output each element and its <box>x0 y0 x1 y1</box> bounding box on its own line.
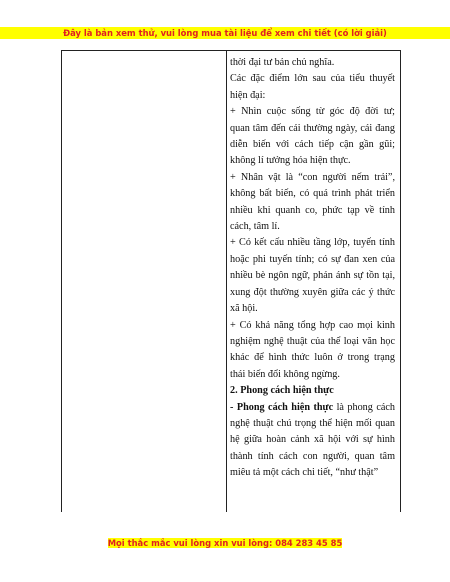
paragraph-point-2: + Nhân vật là “con người nếm trải”, không bất biến, có quá trình phát triển nhiều khi quanh co, phức tạp về tính cách, tâm lí. <box>230 171 395 233</box>
paragraph-definition <box>230 400 395 482</box>
definition-term: - Phong cách hiện thực <box>230 401 334 413</box>
paragraph-intro-line: thời đại tư bản chủ nghĩa. <box>230 57 335 68</box>
paragraph-features-intro: Các đặc điểm lớn sau của tiểu thuyết hiện đại: <box>230 73 395 101</box>
contact-banner-text: Mọi thắc mắc vui lòng xin vui lòng: 084 283 45 85 <box>107 538 343 548</box>
definition-text: là phong cách nghệ thuật chú trọng thể hiện mối quan hệ giữa hoàn cảnh xã hội với sự hình thành tính cách con người, quan tâm miêu tả một cách chi tiết, “như thật” <box>230 401 395 479</box>
table-cell-right <box>230 55 395 482</box>
paragraph-point-1: + Nhìn cuộc sống từ góc độ đời tư; quan tâm đến cái thường ngày, cái đang diễn biến với cách tiếp cận gần gũi; không lí tưởng hóa hiện thực. <box>230 106 395 167</box>
table-column-divider <box>226 50 227 512</box>
paragraph-point-4: + Có khả năng tổng hợp cao mọi kinh nghiệm nghệ thuật của thể loại văn học khác để hình thức luôn ở trong trạng thái biến đổi không ngừng. <box>230 319 395 380</box>
preview-banner: Đây là bản xem thử, vui lòng mua tài liệu để xem chi tiết (có lời giải) <box>0 27 450 39</box>
contact-banner <box>0 537 450 549</box>
section-heading: 2. Phong cách hiện thực <box>230 385 334 397</box>
paragraph-point-3: + Có kết cấu nhiều tầng lớp, tuyến tính hoặc phi tuyến tính; có sự đan xen của nhiều bè ngôn ngữ, phản ánh sự tồn tại, xung đột thường xuyên giữa các ý thức xã hội. <box>230 237 395 315</box>
